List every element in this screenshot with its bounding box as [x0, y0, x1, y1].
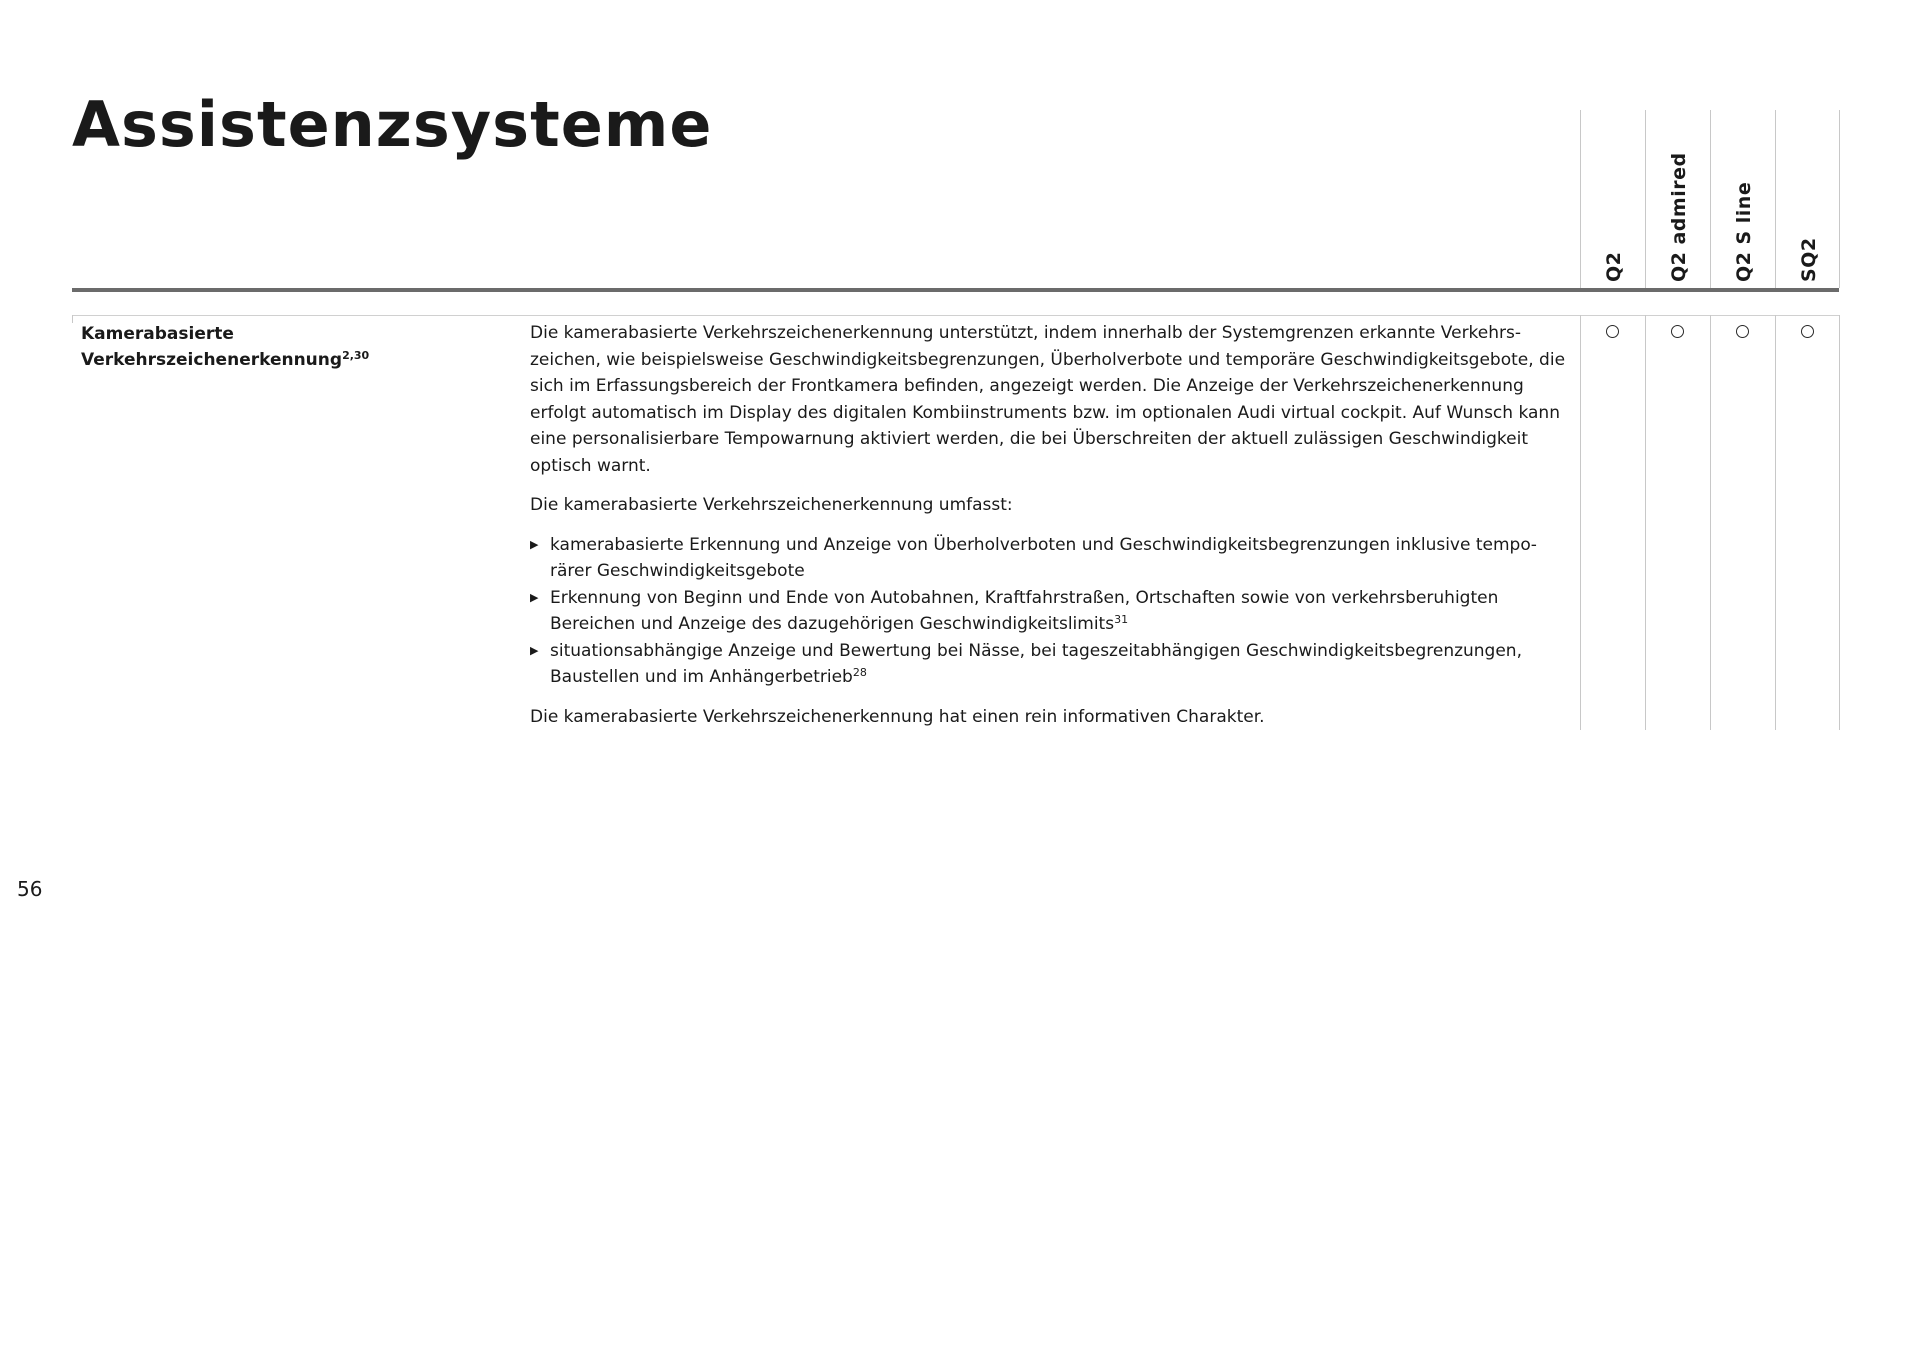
list-item-text: situationsabhängige Anzeige und Bewertung bei Nässe, bei tageszeitabhängigen Geschwindigkeitsbegrenzungen, Baustellen und im Anhängerbetrieb: [550, 640, 1522, 687]
column-header-q2: [1581, 104, 1645, 282]
column-header-label: Q2 S line: [1733, 181, 1755, 282]
bullet-icon: ▶: [530, 643, 539, 657]
column-header-label: SQ2: [1798, 237, 1820, 282]
bullet-icon: ▶: [530, 537, 539, 551]
list-item-text: Erkennung von Beginn und Ende von Autobahnen, Kraftfahrstraßen, Ortschaften sowie von verkehrsberuhigten Bereichen und Anzeige des dazugehörigen Geschwindigkeitslimits: [550, 587, 1499, 634]
header-rule: [72, 288, 1839, 292]
list-heading: Die kamerabasierte Verkehrszeichenerkennung umfasst:: [530, 495, 1013, 515]
row-top-border: [72, 315, 1839, 316]
footnote-ref: 28: [852, 666, 867, 679]
page-number: 56: [17, 877, 43, 901]
feature-description: [530, 320, 1570, 743]
optional-circle-icon: [1606, 325, 1619, 338]
feature-name-text: Kamerabasierte Verkehrszeichenerkennung: [81, 324, 343, 370]
footnote-ref: 2,30: [342, 349, 370, 362]
column-divider: [1839, 315, 1840, 730]
column-divider: [1710, 315, 1711, 730]
column-header-sq2: [1776, 104, 1840, 282]
feature-list: [530, 532, 1570, 691]
bullet-icon: ▶: [530, 590, 539, 604]
optional-circle-icon: [1736, 325, 1749, 338]
page-title: Assistenzsysteme: [72, 88, 713, 161]
column-header-q2-s-line: [1711, 104, 1775, 282]
column-divider: [1580, 315, 1581, 730]
description-closing: Die kamerabasierte Verkehrszeichenerkennung hat einen rein informativen Charakter.: [530, 706, 1265, 727]
column-header-q2-admired: [1646, 104, 1710, 282]
optional-circle-icon: [1801, 325, 1814, 338]
optional-circle-icon: [1671, 325, 1684, 338]
list-item-text: kamerabasierte Erkennung und Anzeige von Überholverboten und Geschwindigkeitsbegrenzungen inklusive temporärer Geschwindigkeitsgebote: [550, 534, 1537, 581]
column-divider: [1775, 315, 1776, 730]
column-header-label: Q2: [1603, 251, 1625, 282]
list-item: [530, 532, 1570, 585]
list-item: [530, 638, 1570, 691]
row-left-border: [72, 315, 73, 323]
column-divider: [1645, 315, 1646, 730]
list-item: [530, 585, 1570, 638]
column-header-label: Q2 admired: [1668, 152, 1690, 282]
description-intro: Die kamerabasierte Verkehrszeichenerkennung unterstützt, indem innerhalb der Systemgrenzen erkannte Verkehrszeichen, wie beispielsweise Geschwindigkeitsbegrenzungen, Überholverbote und temporäre Geschwindigkeitsgebote, die sich im Erfassungsbereich der Frontkamera befinden, angezeigt werden. Die Anzeige der Verkehrszeichenerkennung erfolgt automatisch im Display des digitalen Kombiinstruments bzw. im optionalen Audi virtual cockpit. Auf Wunsch kann eine personalisierbare Tempowarnung aktiviert werden, die bei Überschreiten der aktuell zulässigen Geschwindigkeit optisch warnt.: [530, 323, 1566, 476]
feature-name: [81, 321, 521, 373]
footnote-ref: 31: [1114, 613, 1129, 626]
